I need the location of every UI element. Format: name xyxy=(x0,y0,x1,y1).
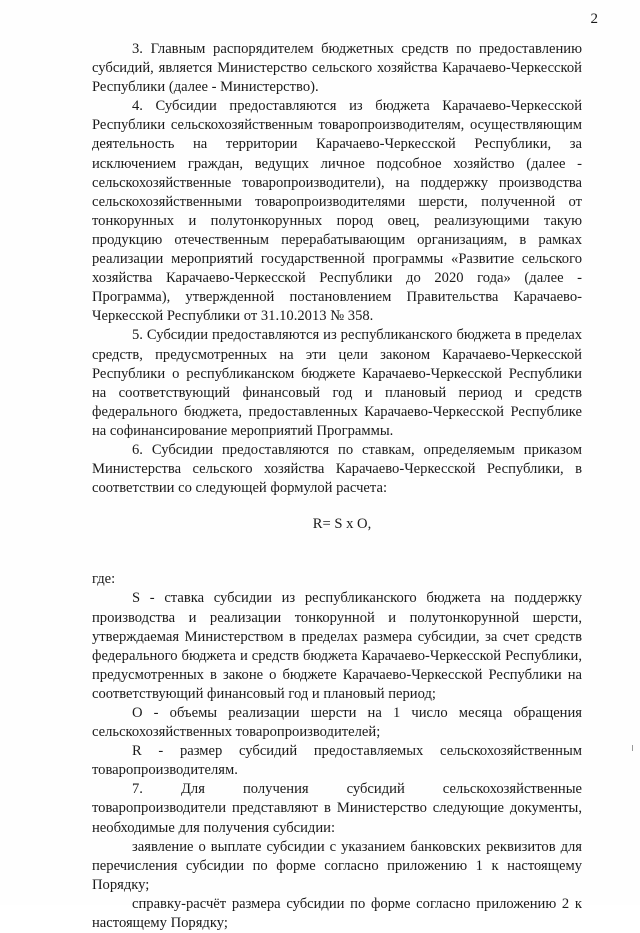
spacer xyxy=(92,552,582,570)
page-number: 2 xyxy=(590,11,598,27)
formula: R= S x O, xyxy=(312,516,372,533)
where-label: где: xyxy=(92,571,116,588)
document-item-2: справку-расчёт размера субсидии по форме согласно приложению 2 к настоящему Порядку; xyxy=(92,895,582,932)
paragraph-6: 6. Субсидии предоставляются по ставкам, определяемым приказом Министерства сельского хозяйства Карачаево-Черкесской Республики, в соответствии со следующей формулой расчета: xyxy=(92,441,582,497)
document-body xyxy=(92,40,582,933)
document-item-1: заявление о выплате субсидии с указанием банковских реквизитов для перечисления субсидии по форме согласно приложению 1 к настоящему Порядку; xyxy=(92,838,582,893)
scan-mark xyxy=(632,745,633,751)
paragraph-3: 3. Главным распорядителем бюджетных средств по предоставлению субсидий, является Министерство сельского хозяйства Карачаево-Черкесской Республики (далее - Министерство). xyxy=(92,41,582,96)
paragraph-7: 7. Для получения субсидий сельскохозяйственные товаропроизводители представляют в Министерство следующие документы, необходимые для получения субсидии: xyxy=(92,781,582,836)
paragraph-4: 4. Субсидии предоставляются из бюджета Карачаево-Черкесской Республики сельскохозяйственным товаропроизводителям, осуществляющим деятельность на территории Карачаево-Черкесской Республики, за исключением граждан, ведущих личное подсобное хозяйство (далее - сельскохозяйственные товаропроизводители), на поддержку производства сельскохозяйственными товаропроизводителями шерсти, полученной от тонкорунных и полутонкорунных пород овец, реализующими такую продукцию отечественным перерабатывающим организациям, в рамках реализации мероприятий государственной программы «Развитие сельского хозяйства Карачаево-Черкесской Республики до 2020 года» (далее - Программа), утвержденной постановлением Правительства Карачаево-Черкесской Республики от 31.10.2013 № 358. xyxy=(92,98,582,325)
definition-r: R - размер субсидий предоставляемых сельскохозяйственным товаропроизводителям. xyxy=(92,743,582,779)
paragraph-5: 5. Субсидии предоставляются из республиканского бюджета в пределах средств, предусмотренных на эти цели законом Карачаево-Черкесской Республики о республиканском бюджете Карачаево-Черкесской Республики на соответствующий финансовый год и плановый период и средств федерального бюджета, предоставленных Карачаево-Черкесской Республике на софинансирование мероприятий Программы. xyxy=(92,327,582,439)
definition-s: S - ставка субсидии из республиканского бюджета на поддержку производства и реализации тонкорунной и полутонкорунной шерсти, утверждаемая Министерством в пределах размера субсидии, за счет средств федерального бюджета и средств бюджета Карачаево-Черкесской Республики, предусмотренных в законе о бюджете Карачаево-Черкесской Республики на соответствующий финансовый год и плановый период; xyxy=(92,590,582,702)
definition-o: О - объемы реализации шерсти на 1 число месяца обращения сельскохозяйственных товаропроизводителей; xyxy=(92,705,582,741)
